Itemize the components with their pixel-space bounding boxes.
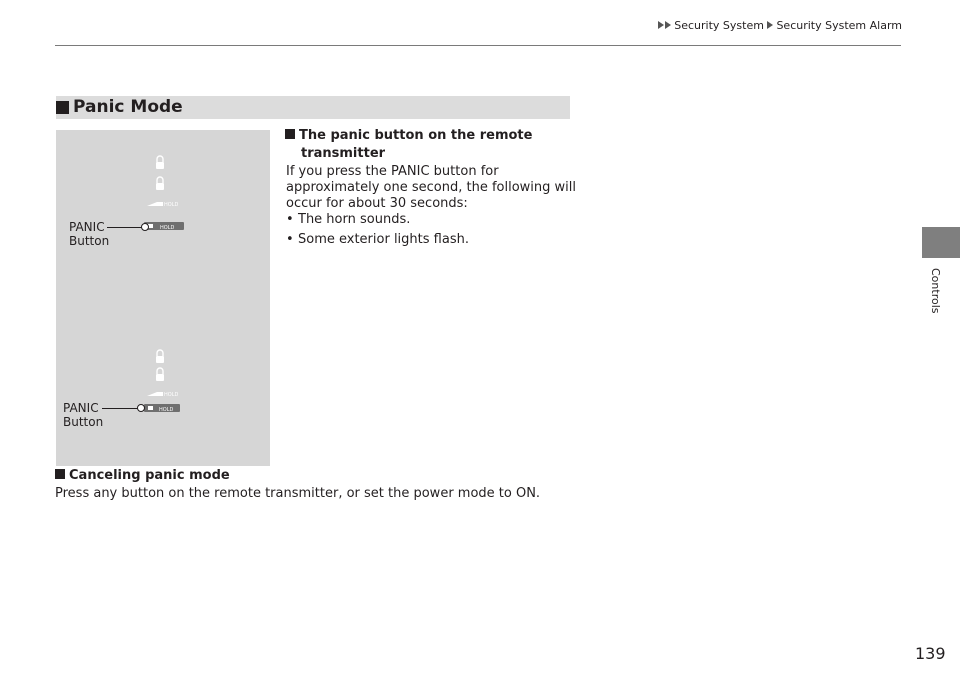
chapter-tab-label: Controls — [929, 268, 942, 314]
square-bullet-icon — [56, 101, 69, 114]
heading-line1: The panic button on the remote — [299, 128, 533, 143]
square-bullet-icon — [55, 469, 65, 479]
panic-button-paragraph — [286, 164, 576, 212]
paragraph-line: If you press the PANIC button for — [286, 164, 499, 179]
trunk-icon — [147, 202, 163, 206]
callout-dot — [137, 404, 145, 412]
list-item — [286, 232, 469, 248]
hold-label-small: HOLD — [164, 202, 179, 208]
lock-icon — [156, 356, 164, 363]
paragraph-line: occur for about 30 seconds: — [286, 196, 468, 211]
header-rule — [55, 45, 901, 46]
page-number: 139 — [915, 644, 946, 663]
section-heading-bar — [56, 96, 570, 119]
lock-icon — [156, 162, 164, 169]
arrow-icon — [767, 21, 773, 29]
paragraph-line: approximately one second, the following will — [286, 180, 577, 195]
breadcrumb-item-security-system-alarm[interactable]: Security System Alarm — [776, 19, 902, 32]
breadcrumb — [658, 19, 902, 32]
arrow-icon — [665, 21, 671, 29]
list-item-text: Some exterior lights flash. — [298, 232, 469, 247]
hold-label: HOLD — [159, 407, 174, 413]
hold-label: HOLD — [160, 225, 175, 231]
list-item-text: The horn sounds. — [298, 212, 411, 227]
heading-text: Canceling panic mode — [69, 468, 230, 483]
callout-label-line2: Button — [63, 415, 104, 429]
bullet-icon: • — [286, 212, 294, 227]
callout-leader-line — [107, 227, 143, 228]
unlock-icon — [156, 183, 164, 190]
callout-label-line1: PANIC — [63, 401, 99, 415]
callout-label-line2: Button — [69, 234, 110, 248]
panic-button-heading — [285, 127, 532, 145]
square-bullet-icon — [285, 129, 295, 139]
callout-leader-line — [102, 408, 139, 409]
arrow-icon — [658, 21, 664, 29]
callout-label-line1: PANIC — [69, 220, 105, 234]
hold-label-small: HOLD — [164, 392, 179, 398]
chapter-tab-marker[interactable] — [922, 227, 960, 258]
canceling-paragraph: Press any button on the remote transmitter, or set the power mode to ON. — [55, 486, 541, 501]
canceling-heading — [55, 467, 230, 485]
callout-dot — [141, 223, 149, 231]
list-item — [286, 212, 410, 228]
breadcrumb-item-security-system[interactable]: Security System — [674, 19, 764, 32]
trunk-icon — [147, 392, 163, 396]
panic-button-callout — [63, 401, 103, 429]
bullet-icon: • — [286, 232, 294, 247]
section-title: Panic Mode — [73, 97, 183, 117]
unlock-icon — [156, 374, 164, 381]
panic-button-callout — [69, 220, 109, 248]
panic-button-heading-cont: transmitter — [301, 146, 386, 161]
